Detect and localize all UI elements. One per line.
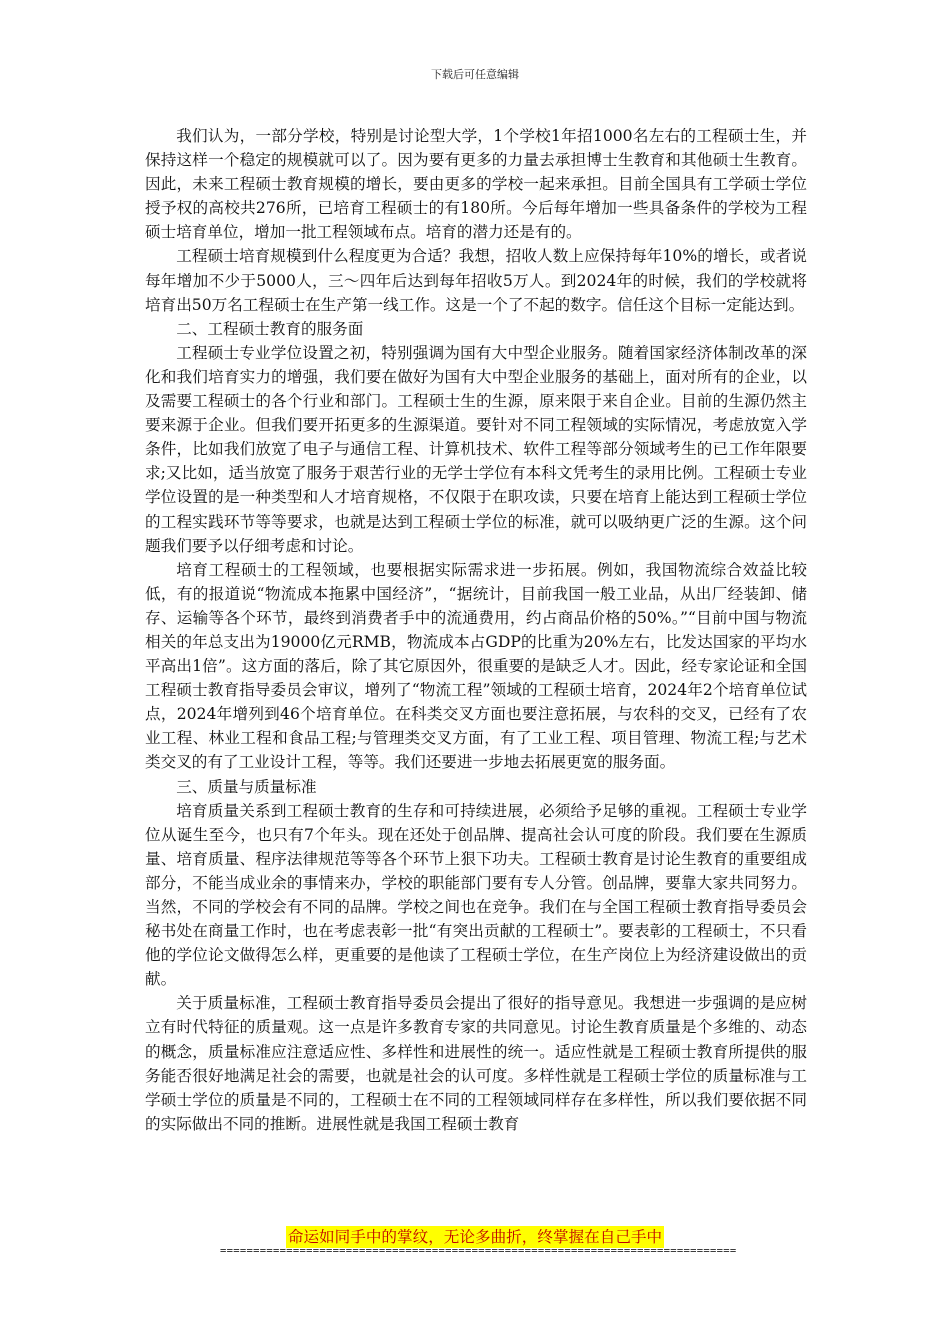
footer-motto: 命运如同手中的掌纹，无论多曲折，终掌握在自己手中	[287, 1228, 663, 1246]
document-body	[145, 124, 807, 1136]
section-heading: 三、质量与质量标准	[176, 777, 317, 796]
paragraph: 工程硕士培育规模到什么程度更为合适？我想，招收人数上应保持每年10%的增长，或者说每年增加不少于5000人，三～四年后达到每年招收5万人。到2024年的时候，我们的学校就将培育出50万名工程硕士在生产第一线工作。这是一个了不起的数字。信任这个目标一定能达到。	[145, 247, 807, 314]
paragraph: 培育工程硕士的工程领域，也要根据实际需求进一步拓展。例如，我国物流综合效益比较低，有的报道说“物流成本拖累中国经济”，“据统计，目前我国一般工业品，从出厂经装卸、储存、运输等各个环节，最终到消费者手中的流通费用，约占商品价格的50%。”“目前中国与物流相关的年总支出为19000亿元RMB，物流成本占GDP的比重为20%左右，比发达国家的平均水平高出1倍”。这方面的落后，除了其它原因外，很重要的是缺乏人才。因此，经专家论证和全国工程硕士教育指导委员会审议，增列了“物流工程”领域的工程硕士培育，2024年2个培育单位试点，2024年增列到46个培育单位。在科类交叉方面也要注意拓展，与农科的交叉，已经有了农业工程、林业工程和食品工程;与管理类交叉方面，有了工业工程、项目管理、物流工程;与艺术类交叉的有了工业设计工程，等等。我们还要进一步地去拓展更宽的服务面。	[145, 560, 807, 772]
paragraph: 培育质量关系到工程硕士教育的生存和可持续进展，必须给予足够的重视。工程硕士专业学位从诞生至今，也只有7个年头。现在还处于创品牌、提高社会认可度的阶段。我们要在生源质量、培育质量、程序法律规范等等各个环节上狠下功夫。工程硕士教育是讨论生教育的重要组成部分，不能当成业余的事情来办，学校的职能部门要有专人分管。创品牌，要靠大家共同努力。当然，不同的学校会有不同的品牌。学校之间也在竞争。我们在与全国工程硕士教育指导委员会秘书处在商量工作时，也在考虑表彰一批“有突出贡献的工程硕士”。要表彰的工程硕士，不只看他的学位论文做得怎么样，更重要的是他读了工程硕士学位，在生产岗位上为经济建设做出的贡献。	[145, 801, 807, 989]
paragraph: 我们认为，一部分学校，特别是讨论型大学，1个学校1年招1000名左右的工程硕士生，并保持这样一个稳定的规模就可以了。因为要有更多的力量去承担博士生教育和其他硕士生教育。因此，未来工程硕士教育规模的增长，要由更多的学校一起来承担。目前全国具有工学硕士学位授予权的高校共276所，已培育工程硕士的有180所。今后每年增加一些具备条件的学校为工程硕士培育单位，增加一批工程领域布点。培育的潜力还是有的。	[145, 127, 807, 242]
footer-divider: ==============================================================================	[220, 1245, 737, 1257]
page-header-note: 下载后可任意编辑	[431, 68, 519, 81]
paragraph: 关于质量标准，工程硕士教育指导委员会提出了很好的指导意见。我想进一步强调的是应树立有时代特征的质量观。这一点是许多教育专家的共同意见。讨论生教育质量是个多维的、动态的概念，质量标准应注意适应性、多样性和进展性的统一。适应性就是工程硕士教育所提供的服务能否很好地满足社会的需要，也就是社会的认可度。多样性就是工程硕士学位的质量标准与工学硕士学位的质量是不同的，工程硕士在不同的工程领域同样存在多样性，所以我们要依据不同的实际做出不同的推断。进展性就是我国工程硕士教育	[145, 994, 807, 1133]
paragraph: 工程硕士专业学位设置之初，特别强调为国有大中型企业服务。随着国家经济体制改革的深化和我们培育实力的增强，我们要在做好为国有大中型企业服务的基础上，面对所有的企业，以及需要工程硕士的各个行业和部门。工程硕士生的生源，原来限于来自企业。目前的生源仍然主要来源于企业。但我们要开拓更多的生源渠道。要针对不同工程领域的实际情况，考虑放宽入学条件，比如我们放宽了电子与通信工程、计算机技术、软件工程等部分领域考生的已工作年限要求;又比如，适当放宽了服务于艰苦行业的无学士学位有本科文凭考生的录用比例。工程硕士专业学位设置的是一种类型和人才培育规格，不仅限于在职攻读，只要在培育上能达到工程硕士学位的工程实践环节等等要求，也就是达到工程硕士学位的标准，就可以吸纳更广泛的生源。这个问题我们要予以仔细考虑和讨论。	[145, 343, 807, 555]
section-heading: 二、工程硕士教育的服务面	[176, 319, 364, 338]
